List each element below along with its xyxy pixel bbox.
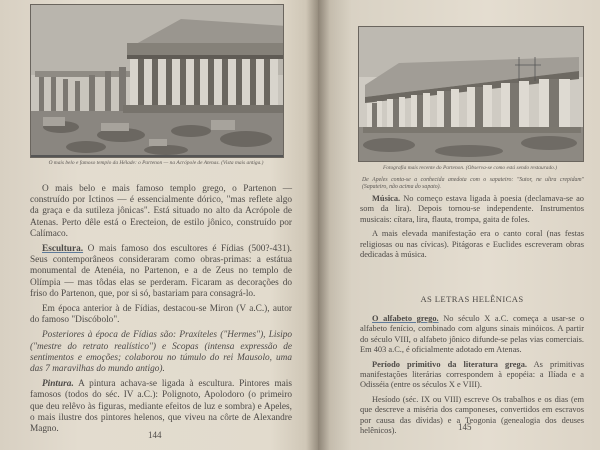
paragraph-painting: Pintura. A pintura achava-se ligada à escultura. Pintores mais famosos (todos do séc. IV a.C.): Polignoto, Apolodoro (o primeiro que deu relêvo às figuras, mediante efeitos de luz e sombra) e Apeles, o mais ilustre dos pintores helenos, que viveu na côrte de Alexandre Magno. — [30, 379, 292, 435]
left-photo-caption: O mais belo e famoso templo da Hélade: o Partenon — na Acrópole de Atenas. (Vista mais antiga.) — [48, 160, 264, 166]
right-photo-caption: Fotografia mais recente do Partenon. (Observa-se como está sendo restaurado.) — [382, 165, 558, 171]
paragraph-sculpture: Escultura. O mais famoso dos escultores é Fídias (500?-431). Seus contemporâneos consideraram como obras-primas: a estátua monumental de Atenéia, no Partenon, e a de Zeus no templo de Olímpia — mas tôdas elas se perderam. Ficaram as decorações do friso do Partenon, que, por si só, bastariam para consagrá-lo. — [30, 244, 292, 299]
paragraph-period: Período primitivo da literatura grega. As primitivas manifestações literárias correspondem à epopéia: a Ilíada e a Odisséia (entre os séculos X e VIII). — [360, 359, 584, 390]
left-body-text — [30, 184, 292, 439]
paragraph-hesiod: Hesíodo (séc. IX ou VIII) escreve Os trabalhos e os dias (em que descreve a miséria dos camponeses, convertidos em escravos por causa das dívidas) e a Teogonia (genealogia dos deuses helênicos). — [360, 394, 584, 436]
apeles-anecdote: De Apeles conta-se a conhecida anedota com o sapateiro: "Sutor, ne ultra crepidam" (Sapateiro, não acima do sapato). — [362, 177, 584, 191]
book-gutter — [306, 0, 330, 450]
sculpture-heading: Escultura. — [42, 244, 84, 255]
paragraph-miron: Em época anterior à de Fídias, destacou-se Miron (V a.C.), autor do famoso "Discóbolo". — [30, 304, 292, 326]
section-title: AS LETRAS HELÊNICAS — [420, 294, 524, 304]
paragraph-praxiteles: Posteriores à época de Fídias são: Praxíteles ("Hermes"), Lisipo ("mestre do retrato realístico") e Scopas (intensa expressão de sentimentos e emoções; colaborou no túmulo do rei Mausolo, uma das 7 maravilhas do mundo antigo). — [30, 330, 292, 375]
alphabet-heading: O alfabeto grego. — [372, 314, 439, 323]
paragraph-music: Música. No começo estava ligada à poesia (declamava-se ao som da lira). Depois tornou-se independente. Instrumentos musicais: cítara, lira, flauta, trompa, gaita de foles. — [360, 194, 584, 224]
right-body-text-letters — [360, 314, 584, 440]
paragraph-music-2: A mais elevada manifestação era o canto coral (nas festas religiosas ou nas cívicas). Pitágoras e Euclides escreveram obras dedicadas à música. — [360, 229, 584, 260]
painting-heading: Pintura. — [42, 379, 74, 390]
page-number-right: 145 — [458, 422, 472, 432]
paragraph-parthenon: O mais belo e mais famoso templo grego, o Partenon — construído por Ictinos — é essencialmente dórico, "mas reflete algo da graça e da sutileza jônicas". Está situado no alto da Acrópole de Atenas. Perto dêle está o Erecteion, de estilo jônico, construído por Calímaco. — [30, 184, 292, 239]
music-heading: Música. — [372, 194, 401, 203]
page-number-left: 144 — [148, 430, 162, 440]
parthenon-photo-old — [30, 4, 284, 158]
parthenon-photo-recent — [358, 26, 584, 162]
right-body-text-music — [360, 194, 584, 264]
period-heading: Período primitivo da literatura grega. — [372, 359, 527, 369]
paragraph-alphabet: O alfabeto grego. No século X a.C. começa a usar-se o alfabeto fenício, combinado com alguns sinais minóicos. A partir do século VIII, o alfabeto jônico difunde-se pelas vias comerciais. Em 403 a.C., é oficialmente adotado em Atenas. — [360, 314, 585, 355]
